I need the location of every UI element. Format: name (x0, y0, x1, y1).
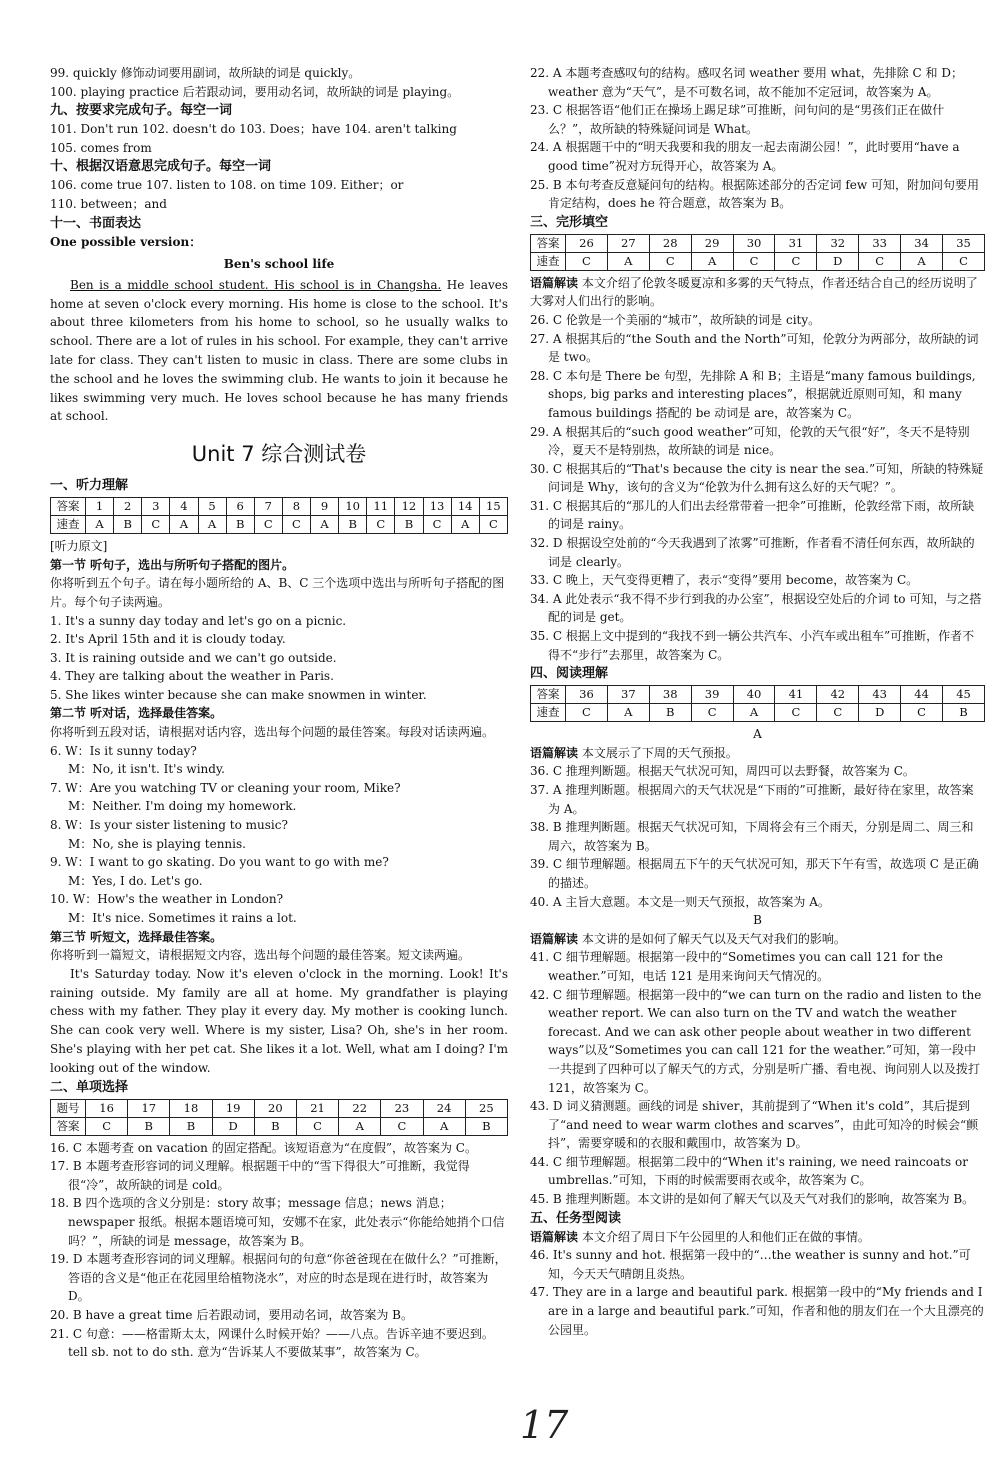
answer-item (50, 1306, 508, 1325)
text: 5. She likes winter because she can make snowmen in winter. (50, 687, 427, 702)
table-cell: A (339, 1117, 381, 1135)
answer-item (530, 1190, 985, 1209)
text: 22. A 本题考查感叹句的结构。感叹名词 weather 要用 what，先排除 C 和 D；weather 意为“天气”，是不可数名词，故不能加不定冠词，故答案为 A。 (530, 66, 963, 99)
answer-item (530, 138, 985, 175)
text: 44. C 细节理解题。根据第二段中的“When it's raining, we need raincoats or umbrellas.”可知，下雨的时候需要雨衣或伞，故答案为 C。 (530, 1154, 968, 1188)
text: M：It's nice. Sometimes it rains a lot. (68, 911, 297, 925)
passage-label (530, 725, 985, 744)
text: 34. A 此处表示“我不得不步行到我的办公室”，根据设空处后的介词 to 可知，与之搭配的词是 get。 (530, 591, 982, 625)
table-cell: C (817, 704, 859, 722)
text: 41. C 细节理解题。根据第一段中的“Sometimes you can call 121 for the weather.”可知，电话 121 是用来询问天气情况的。 (530, 950, 943, 983)
table-cell: 34 (901, 234, 943, 252)
table-cell: 32 (817, 234, 859, 252)
essay-text (50, 276, 508, 426)
table-cell: B (465, 1117, 507, 1135)
text: 105. comes from (50, 140, 152, 155)
text: 五、任务型阅读 (530, 1210, 622, 1226)
text: 45. B 推理判断题。本文讲的是如何了解天气以及天气对我们的影响，故答案为 B。 (530, 1192, 975, 1207)
answer-item (530, 893, 985, 912)
text: 46. It's sunny and hot. 根据第一段中的“…the weather is sunny and hot.”可知，今天天气晴朗且炎热。 (530, 1248, 971, 1281)
table-cell: 11 (367, 498, 395, 516)
answer-item (50, 1325, 508, 1362)
text: 4. They are talking about the weather in Paris. (50, 669, 334, 684)
unit-title (50, 440, 508, 468)
section-heading (530, 664, 985, 683)
table-cell: B (395, 516, 423, 534)
table-header-cell: 答案 (51, 1117, 86, 1135)
text: 你将听到五个句子。请在每小题所给的 A、B、C 三个选项中选出与所听句子搭配的图片。每个句子读两遍。 (50, 576, 505, 609)
table-cell: 8 (282, 498, 310, 516)
table-cell: 29 (691, 234, 733, 252)
table-cell: 42 (817, 686, 859, 704)
table-cell: 1 (86, 498, 114, 516)
passage-tag: 语篇解读 (530, 745, 579, 760)
answer-item (530, 781, 985, 818)
answer-table (50, 1099, 508, 1136)
text: 28. C 本句是 There be 句型，先排除 A 和 B；主语是“many famous buildings, shops, big parks and interesting places”，根据就近原则可知，和 many famous buildings 搭配的 be 动词是 are，故答案为 C。 (530, 368, 976, 420)
section-heading (50, 157, 508, 176)
dialogue-line (50, 909, 508, 928)
table-cell: 37 (607, 686, 649, 704)
table-cell: D (817, 252, 859, 270)
answer-item (50, 1250, 508, 1306)
answer-item (50, 853, 508, 872)
table-header-cell: 题号 (51, 1099, 86, 1117)
text: 110. between；and (50, 196, 167, 211)
text: B (753, 913, 762, 928)
answer-item (530, 855, 985, 892)
table-cell: 31 (775, 234, 817, 252)
text: 35. C 根据上文中提到的“我找不到一辆公共汽车、小汽车或出租车”可推断，作者不得不“步行”去那里，故答案为 C。 (530, 629, 975, 662)
text: A (753, 727, 762, 742)
text: 第二节 听对话，选择最佳答案。 (50, 706, 223, 721)
text: 7. W：Are you watching TV or cleaning your room, Mike? (50, 780, 401, 795)
text: 39. C 细节理解题。根据周五下午的天气状况可知，那天下午有雪，故选项 C 是正确的描述。 (530, 857, 979, 890)
table-cell: 9 (311, 498, 339, 516)
left-column (50, 64, 508, 1362)
text: 18. B 四个选项的含义分别是：story 故事；message 信息；news 消息；newspaper 报纸。根据本题语境可知，安娜不在家，此处表示“你能给她捎个口信吗？”，所缺的词是 message，故答案为 B。 (50, 1196, 505, 1248)
table-cell: C (775, 252, 817, 270)
table-cell: 45 (943, 686, 985, 704)
table-cell: 27 (607, 234, 649, 252)
table-cell: A (198, 516, 226, 534)
dialogue-line (50, 797, 508, 816)
paragraph (530, 274, 985, 311)
answer-table (50, 497, 508, 534)
table-cell: C (142, 516, 170, 534)
text: 27. A 根据其后的“the South and the North”可知，伦敦分为两部分，故所缺的词是 two。 (530, 331, 979, 365)
table-cell: 18 (170, 1099, 212, 1117)
table-cell: A (170, 516, 198, 534)
table-cell: B (170, 1117, 212, 1135)
answer-item (530, 367, 985, 423)
table-header-cell: 速查 (531, 252, 566, 270)
answer-item (50, 612, 508, 631)
table-cell: 35 (943, 234, 985, 252)
answer-item (530, 627, 985, 664)
page-number: 17 (520, 1403, 569, 1447)
table-cell: B (128, 1117, 170, 1135)
table-cell: A (607, 704, 649, 722)
answer-table-row (531, 686, 985, 704)
table-cell: A (691, 252, 733, 270)
table-cell: C (775, 704, 817, 722)
paragraph (50, 537, 508, 556)
answer-item (50, 120, 508, 139)
answer-item (530, 818, 985, 855)
section-heading (50, 101, 508, 120)
text: 本文展示了下周的天气预报。 (581, 745, 738, 760)
answer-item (50, 1139, 508, 1158)
table-cell: C (733, 252, 775, 270)
table-cell: 28 (649, 234, 691, 252)
paragraph (530, 744, 985, 763)
table-cell: 15 (479, 498, 507, 516)
table-cell: 43 (859, 686, 901, 704)
table-cell: B (943, 704, 985, 722)
table-cell: 3 (142, 498, 170, 516)
text: 第三节 听短文，选择最佳答案。 (50, 929, 223, 944)
text: M：Neither. I'm doing my homework. (68, 799, 297, 814)
answer-table-row (51, 498, 508, 516)
table-cell: A (901, 252, 943, 270)
answer-item (50, 176, 508, 195)
table-cell: 21 (296, 1099, 338, 1117)
subsection-heading (50, 704, 508, 723)
text: 29. A 根据其后的“such good weather”可知，伦敦的天气很“好”，冬天不是特别冷，夏天不是特别热，故所缺的词是 nice。 (530, 424, 970, 458)
text: 3. It is raining outside and we can't go outside. (50, 650, 337, 665)
answer-item (530, 423, 985, 460)
table-cell: 4 (170, 498, 198, 516)
text: [听力原文] (50, 539, 108, 554)
text: 本文讲的是如何了解天气以及天气对我们的影响。 (581, 931, 846, 946)
essay-title (50, 255, 508, 274)
text: 21. C 句意：——格雷斯太太，网课什么时候开始？——八点。告诉辛迪不要迟到。tell sb. not to do sth. 意为“告诉某人不要做某事”，故答案为 C。 (50, 1326, 494, 1360)
table-cell: C (566, 704, 608, 722)
table-cell: 10 (339, 498, 367, 516)
answer-item (50, 630, 508, 649)
text: 43. D 词义猜测题。画线的词是 shiver，其前提到了“When it's cold”，其后提到了“and need to wear warm clothes and scarves”，由此可知冷的时候会“颤抖”，需要穿暖和的衣服和戴围巾，故答案为 D。 (530, 1099, 979, 1151)
section-heading (530, 213, 985, 232)
text: 6. W：Is it sunny today? (50, 743, 197, 758)
text: 36. C 推理判断题。根据天气状况可知，周四可以去野餐，故答案为 C。 (530, 764, 915, 779)
text: 十一、书面表达 (50, 215, 142, 231)
table-header-cell: 答案 (531, 686, 566, 704)
table-cell: 30 (733, 234, 775, 252)
answer-item (530, 1097, 985, 1153)
table-cell: A (607, 252, 649, 270)
text: 三、完形填空 (530, 214, 609, 230)
answer-item (50, 816, 508, 835)
answer-item (530, 460, 985, 497)
answer-item (50, 83, 508, 102)
dialogue-line (50, 872, 508, 891)
paragraph (50, 574, 508, 611)
dialogue-line (50, 760, 508, 779)
answer-table (530, 234, 985, 271)
table-cell: D (212, 1117, 254, 1135)
subsection-heading (50, 928, 508, 947)
answer-item (50, 686, 508, 705)
section-heading (50, 214, 508, 233)
table-cell: C (423, 516, 451, 534)
answer-item (50, 195, 508, 214)
text: 101. Don't run 102. doesn't do 103. Does；have 104. aren't talking (50, 122, 457, 137)
subsection-heading (50, 233, 508, 252)
text: 10. W：How's the weather in London? (50, 892, 284, 907)
table-cell: B (226, 516, 254, 534)
table-cell: 2 (114, 498, 142, 516)
table-cell: 5 (198, 498, 226, 516)
answer-item (530, 986, 985, 1098)
answer-item (530, 311, 985, 330)
table-cell: C (691, 704, 733, 722)
text: M：No, it isn't. It's windy. (68, 762, 225, 777)
answer-item (50, 890, 508, 909)
text: 第一节 听句子，选出与所听句子搭配的图片。 (50, 557, 295, 572)
answer-item (530, 590, 985, 627)
table-cell: 41 (775, 686, 817, 704)
table-cell: 17 (128, 1099, 170, 1117)
text: 99. quickly 修饰动词要用副词，故所缺的词是 quickly。 (50, 66, 361, 80)
text: 47. They are in a large and beautiful park. 根据第一段中的“My friends and I are in a large and beautiful park.”可知，作者和他的朋友们在一个大且漂亮的公园里。 (530, 1285, 984, 1337)
answer-item (50, 1194, 508, 1250)
paragraph (530, 1228, 985, 1247)
answer-item (530, 101, 985, 138)
table-cell: 12 (395, 498, 423, 516)
text: 31. C 根据其后的“那儿的人们出去经常带着一把伞”可推断，伦敦经常下雨，故所缺的词是 rainy。 (530, 498, 975, 532)
table-header-cell: 速查 (531, 704, 566, 722)
dialogue-line (50, 835, 508, 854)
table-cell: C (282, 516, 310, 534)
table-cell: C (381, 1117, 423, 1135)
text: 37. A 推理判断题。根据周六的天气状况是“下雨的”可推断，最好待在家里，故答案为 A。 (530, 783, 974, 816)
text: 38. B 推理判断题。根据天气状况可知，下周将会有三个雨天，分别是周二、周三和周六，故答案为 B。 (530, 820, 974, 853)
text: 九、按要求完成句子。每空一词 (50, 103, 233, 119)
table-cell: C (943, 252, 985, 270)
answer-table-row (531, 704, 985, 722)
text: 40. A 主旨大意题。本文是一则天气预报，故答案为 A。 (530, 894, 830, 909)
table-cell: A (423, 1117, 465, 1135)
text: 1. It's a sunny day today and let's go on a picnic. (50, 613, 347, 628)
table-cell: C (296, 1117, 338, 1135)
table-cell: 40 (733, 686, 775, 704)
table-cell: 23 (381, 1099, 423, 1117)
answer-item (530, 64, 985, 101)
answer-item (50, 742, 508, 761)
table-cell: 38 (649, 686, 691, 704)
answer-item (50, 64, 508, 83)
text: 20. B have a great time 后若跟动词，要用动名词，故答案为 B。 (50, 1307, 413, 1322)
table-cell: 26 (566, 234, 608, 252)
table-cell: 33 (859, 234, 901, 252)
table-header-cell: 答案 (531, 234, 566, 252)
answer-table-row (531, 252, 985, 270)
text: 本文介绍了周日下午公园里的人和他们正在做的事情。 (581, 1229, 870, 1244)
text: 本文介绍了伦敦冬暖夏凉和多雾的天气特点，作者还结合自己的经历说明了大雾对人们出行的影响。 (530, 275, 978, 309)
paragraph (50, 723, 508, 742)
paragraph (50, 946, 508, 965)
text: Unit 7 综合测试卷 (191, 442, 367, 467)
answer-table-row (51, 1117, 508, 1135)
text: 你将听到五段对话，请根据对话内容，选出每个问题的最佳答案。每段对话读两遍。 (50, 725, 495, 740)
text: 9. W：I want to go skating. Do you want to go with me? (50, 855, 389, 870)
text: M：No, she is playing tennis. (68, 836, 246, 851)
table-cell: B (649, 704, 691, 722)
answer-item (50, 779, 508, 798)
answer-item (530, 1246, 985, 1283)
text: One possible version： (50, 234, 202, 249)
answer-item (530, 1283, 985, 1339)
table-cell: B (114, 516, 142, 534)
passage-label (530, 911, 985, 930)
answer-item (50, 139, 508, 158)
answer-item (530, 497, 985, 534)
table-cell: C (479, 516, 507, 534)
right-column (530, 64, 985, 1339)
answer-table-row (51, 1099, 508, 1117)
answer-item (530, 948, 985, 985)
text: 2. It's April 15th and it is cloudy today. (50, 632, 286, 647)
answer-item (530, 330, 985, 367)
passage-tag: 语篇解读 (530, 931, 579, 946)
text: M：Yes, I do. Let's go. (68, 873, 203, 888)
table-cell: 14 (451, 498, 479, 516)
text: 16. C 本题考查 on vacation 的固定搭配。该短语意为“在度假”，故答案为 C。 (50, 1140, 477, 1155)
text: 30. C 根据其后的“That's because the city is near the sea.”可知，所缺的特殊疑问词是 Why，该句的含义为“伦敦为什么拥有这么好的天气呢？”。 (530, 461, 984, 495)
answer-table-row (531, 234, 985, 252)
table-cell: 6 (226, 498, 254, 516)
text: 23. C 根据答语“他们正在操场上踢足球”可推断，问句问的是“男孩们正在做什么？”，故所缺的特殊疑问词是 What。 (530, 103, 945, 136)
table-cell: B (339, 516, 367, 534)
text: 十、根据汉语意思完成句子。每空一词 (50, 159, 272, 175)
text: 17. B 本题考查形容词的词义理解。根据题干中的“雪下得很大”可推断，我觉得很“冷”，故所缺的词是 cold。 (50, 1159, 470, 1192)
table-cell: 44 (901, 686, 943, 704)
table-cell: 22 (339, 1099, 381, 1117)
table-cell: C (649, 252, 691, 270)
table-cell: 20 (254, 1099, 296, 1117)
table-cell: C (254, 516, 282, 534)
text: 42. C 细节理解题。根据第一段中的“we can turn on the radio and listen to the weather report. We can also turn on the TV and watch the weather forecast. And we can ask other people about weather in two different ways”以及“Sometimes you can call 121 for the weather.”可知，第一段中一共提到了四种可以了解天气的方式，分别是听广播、看电视、询问别人以及拨打 121，故答案为 C。 (530, 987, 982, 1095)
essay-body: He leaves home at seven o'clock every morning. His home is close to the school. It's about three kilometers from his home to school, so he usually walks to school. There are a lot of rules in his school. For example, they can't arrive late for class. They can't listen to music in class. There are some clubs in the school and he loves the swimming club. He wants to join it because he likes swimming very much. He loves school because he has many friends at school. (50, 277, 509, 424)
answer-item (530, 176, 985, 213)
answer-item (530, 1153, 985, 1190)
table-cell: 13 (423, 498, 451, 516)
text: 你将听到一篇短文，请根据短文内容，选出每个问题的最佳答案。短文读两遍。 (50, 948, 471, 963)
table-cell: 25 (465, 1099, 507, 1117)
answer-item (530, 571, 985, 590)
passage-body: It's Saturday today. Now it's eleven o'clock in the morning. Look! It's raining outside. My family are all at home. My grandfather is playing chess with my father. They play it every day. My mother is cooking lunch. She can cook very well. Where is my sister, Lisa? Oh, she's in her room. She's playing with her pet cat. She likes it a lot. Well, what am I doing? I'm looking out of the window. (50, 966, 508, 1075)
passage-tag: 语篇解读 (530, 1229, 579, 1244)
table-cell: 7 (254, 498, 282, 516)
text: 24. A 根据题干中的“明天我要和我的朋友一起去南湖公园！”，此时要用“have a good time”祝对方玩得开心，故答案为 A。 (530, 140, 960, 173)
table-cell: 36 (566, 686, 608, 704)
subsection-heading (50, 556, 508, 575)
answer-item (50, 667, 508, 686)
answer-table (530, 685, 985, 722)
paragraph (530, 930, 985, 949)
passage-text (50, 965, 508, 1078)
answer-table-row (51, 516, 508, 534)
table-cell: 24 (423, 1099, 465, 1117)
text: 一、听力理解 (50, 478, 129, 494)
answer-item (530, 534, 985, 571)
table-header-cell: 答案 (51, 498, 86, 516)
table-cell: A (311, 516, 339, 534)
table-cell: D (859, 704, 901, 722)
text: 26. C 伦敦是一个美丽的“城市”，故所缺的词是 city。 (530, 312, 821, 327)
table-cell: 19 (212, 1099, 254, 1117)
answer-item (50, 649, 508, 668)
table-cell: C (901, 704, 943, 722)
underlined-sentence: Ben is a middle school student. His school is in Changsha. (70, 277, 442, 292)
text: 33. C 晚上，天气变得更糟了，表示“变得”要用 become，故答案为 C。 (530, 573, 919, 588)
text: 8. W：Is your sister listening to music? (50, 818, 288, 833)
text: 四、阅读理解 (530, 666, 609, 682)
table-cell: 16 (86, 1099, 128, 1117)
table-cell: C (859, 252, 901, 270)
table-cell: B (254, 1117, 296, 1135)
table-header-cell: 速查 (51, 516, 86, 534)
text: 25. B 本句考查反意疑问句的结构。根据陈述部分的否定词 few 可知，附加问句要用肯定结构，does he 符合题意，故答案为 B。 (530, 177, 979, 211)
section-heading (50, 476, 508, 495)
table-cell: C (86, 1117, 128, 1135)
text: 19. D 本题考查形容词的词义理解。根据问句的句意“你爸爸现在在做什么？”可推断，答语的含义是“他正在花园里给植物浇水”，对应的时态是现在进行时，故答案为 D。 (50, 1252, 507, 1304)
table-cell: A (86, 516, 114, 534)
table-cell: A (733, 704, 775, 722)
section-heading (50, 1078, 508, 1097)
section-heading (530, 1209, 985, 1228)
table-cell: A (451, 516, 479, 534)
text: Ben's school life (223, 257, 335, 272)
answer-item (50, 1157, 508, 1194)
text: 32. D 根据设空处前的“今天我遇到了浓雾”可推断，作者看不清任何东西，故所缺的词是 clearly。 (530, 536, 975, 569)
text: 100. playing practice 后若跟动词，要用动名词，故所缺的词是 playing。 (50, 84, 460, 99)
text: 二、单项选择 (50, 1079, 129, 1095)
passage-tag: 语篇解读 (530, 275, 579, 290)
table-cell: C (566, 252, 608, 270)
table-cell: 39 (691, 686, 733, 704)
table-cell: C (367, 516, 395, 534)
answer-item (530, 762, 985, 781)
text: 106. come true 107. listen to 108. on time 109. Either；or (50, 178, 404, 193)
